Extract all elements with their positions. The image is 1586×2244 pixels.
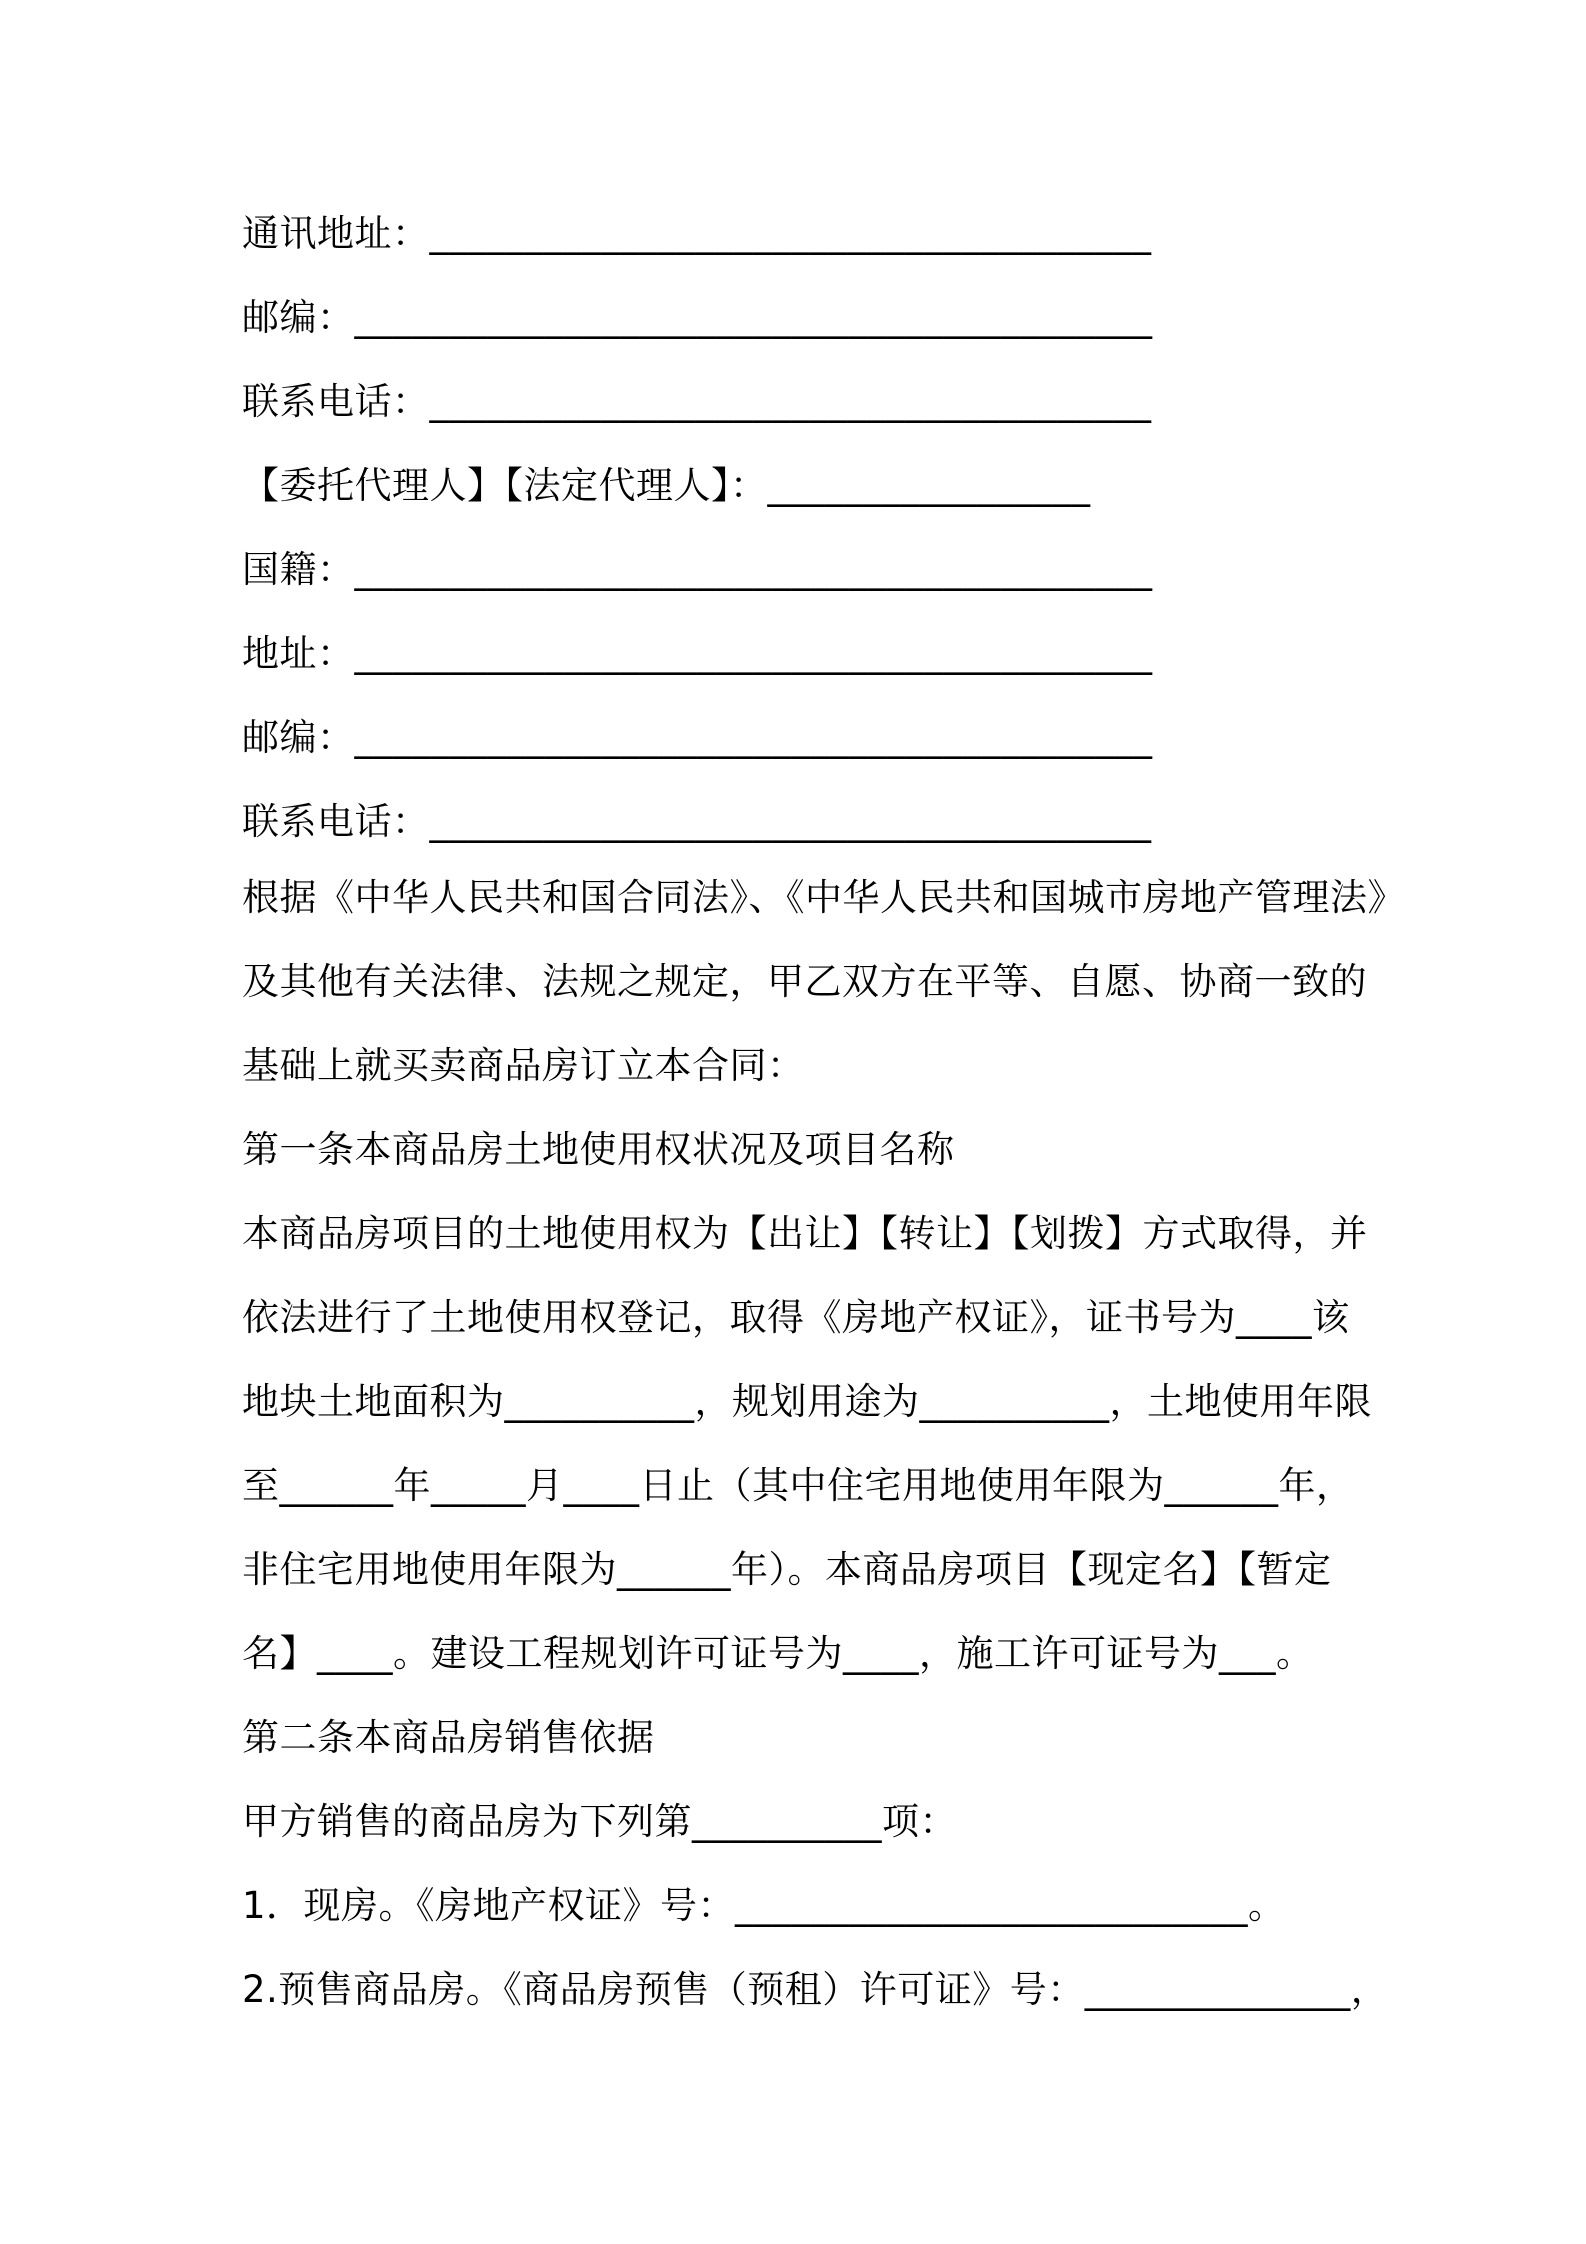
paragraph-line: 至______年_____月____日止（其中住宅用地使用年限为______年， — [242, 1464, 1354, 1507]
address-line: 地址：__________________________________________ — [242, 632, 1153, 675]
mailing-address-line: 通讯地址：______________________________________ — [242, 212, 1152, 255]
agent-line: 【委托代理人】【法定代理人】：_________________ — [242, 464, 1091, 507]
nationality-line: 国籍：__________________________________________ — [242, 548, 1153, 591]
postcode-line: 邮编：__________________________________________ — [242, 296, 1153, 339]
agent-postcode-line: 邮编：__________________________________________ — [242, 716, 1153, 759]
phone-line: 联系电话：______________________________________ — [242, 380, 1152, 423]
paragraph-line: 地块土地面积为__________，规划用途为__________，土地使用年限 — [242, 1380, 1372, 1423]
paragraph-line: 依法进行了土地使用权登记，取得《房地产权证》，证书号为____该 — [242, 1296, 1350, 1339]
paragraph-line: 及其他有关法律、法规之规定，甲乙双方在平等、自愿、协商一致的 — [242, 960, 1367, 1003]
article-2-heading: 第二条本商品房销售依据 — [242, 1716, 655, 1759]
list-item: 1．现房。《房地产权证》号：___________________________。 — [242, 1884, 1286, 1927]
paragraph-line: 非住宅用地使用年限为______年）。本商品房项目【现定名】【暂定 — [242, 1548, 1332, 1591]
article-1-heading: 第一条本商品房土地使用权状况及项目名称 — [242, 1128, 955, 1171]
paragraph-line: 根据《中华人民共和国合同法》、《中华人民共和国城市房地产管理法》 — [242, 876, 1405, 919]
paragraph-line: 本商品房项目的土地使用权为【出让】【转让】【划拨】方式取得，并 — [242, 1212, 1368, 1255]
paragraph-line: 名】____。建设工程规划许可证号为____，施工许可证号为___。 — [242, 1632, 1314, 1675]
paragraph-line: 甲方销售的商品房为下列第__________项： — [242, 1800, 957, 1843]
agent-phone-line: 联系电话：______________________________________ — [242, 800, 1152, 843]
list-item: 2.预售商品房。《商品房预售（预租）许可证》号：______________， — [242, 1968, 1389, 2011]
paragraph-line: 基础上就买卖商品房订立本合同： — [242, 1044, 805, 1087]
